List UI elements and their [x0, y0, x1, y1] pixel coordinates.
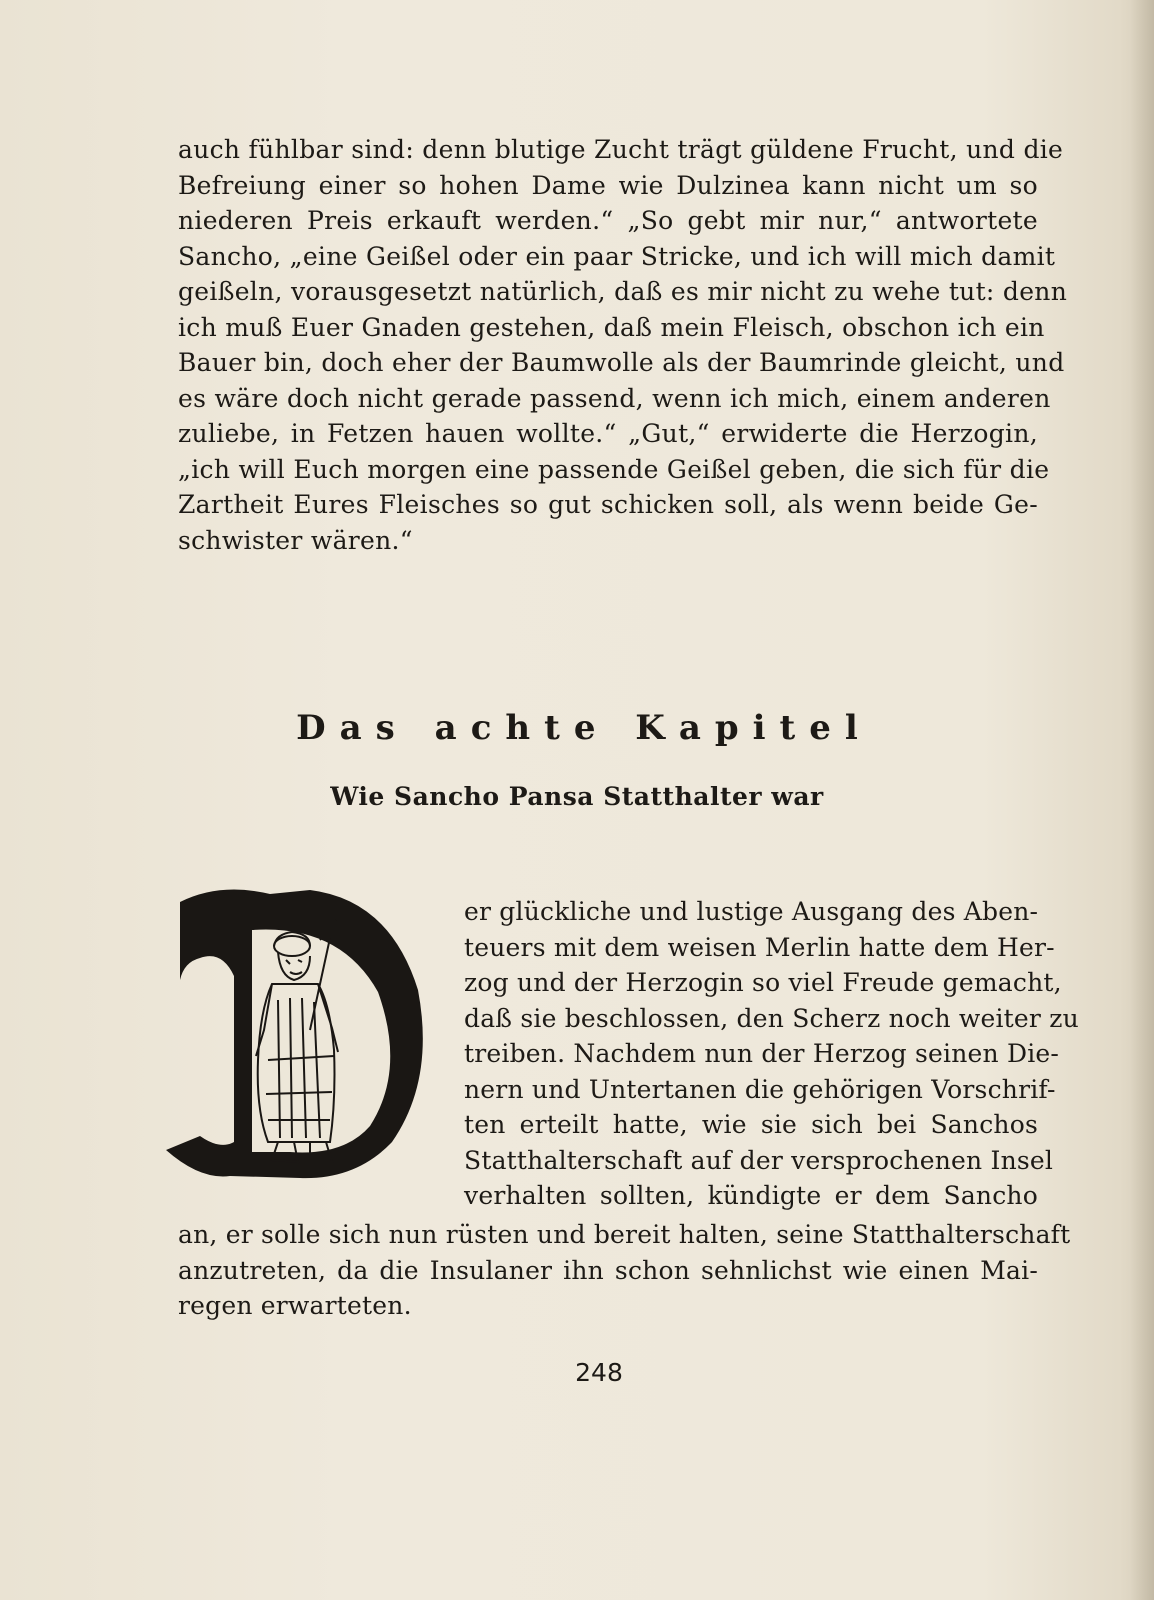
text-line: ich muß Euer Gnaden gestehen, daß mein Fleisch, obschon ich ein — [178, 312, 1045, 342]
page-number: 248 — [575, 1358, 623, 1387]
chapter-title: Das achte Kapitel — [296, 708, 872, 748]
text-line: ten erteilt hatte, wie sie sich bei Sanchos — [464, 1110, 1038, 1139]
text-line: verhalten sollten, kündigte er dem Sancho — [464, 1181, 1038, 1210]
text-line: Sancho, „eine Geißel oder ein paar Stricke, und ich will mich damit — [178, 241, 1056, 271]
text-line: teuers mit dem weisen Merlin hatte dem Her- — [464, 932, 1055, 962]
text-line: Bauer bin, doch eher der Baumwolle als der Baumrinde gleicht, und — [178, 348, 1065, 377]
text-line: es wäre doch nicht gerade passend, wenn ich mich, einem anderen — [178, 383, 1051, 413]
text-line: auch fühlbar sind: denn blutige Zucht trägt güldene Frucht, und die — [178, 135, 1064, 164]
chapter-paragraph-beside-initial — [464, 894, 1079, 1214]
text-line: zog und der Herzogin so viel Freude gemacht, — [464, 968, 1062, 997]
text-line: daß sie beschlossen, den Scherz noch weiter zu — [464, 1003, 1079, 1033]
text-line: schwister wären.“ — [178, 525, 413, 555]
text-line: niederen Preis erkauft werden.“ „So gebt mir nur,“ antwortete — [178, 206, 1038, 235]
opening-paragraph — [178, 132, 1068, 558]
text-line: „ich will Euch morgen eine passende Geißel geben, die sich für die — [178, 454, 1050, 484]
text-line: Zartheit Eures Fleisches so gut schicken soll, als wenn beide Ge- — [178, 490, 1038, 519]
decorated-initial-d-illustration — [160, 880, 432, 1185]
text-line: Statthalterschaft auf der versprochenen Insel — [464, 1145, 1054, 1175]
text-line: treiben. Nachdem nun der Herzog seinen Die- — [464, 1039, 1060, 1068]
chapter-paragraph-full-width — [178, 1217, 1071, 1324]
text-line: Befreiung einer so hohen Dame wie Dulzinea kann nicht um so — [178, 170, 1038, 200]
text-line: er glückliche und lustige Ausgang des Aben- — [464, 897, 1039, 926]
text-line: an, er solle sich nun rüsten und bereit halten, seine Statthalterschaft — [178, 1220, 1071, 1249]
text-line: nern und Untertanen die gehörigen Vorschrif- — [464, 1074, 1056, 1104]
text-line: zuliebe, in Fetzen hauen wollte.“ „Gut,“ erwiderte die Herzogin, — [178, 419, 1038, 448]
text-line: anzutreten, da die Insulaner ihn schon sehnlichst wie einen Mai- — [178, 1255, 1038, 1285]
chapter-subtitle: Wie Sancho Pansa Statthalter war — [330, 782, 824, 811]
text-line: geißeln, vorausgesetzt natürlich, daß es mir nicht zu wehe tut: denn — [178, 277, 1068, 306]
text-line: regen erwarteten. — [178, 1291, 412, 1320]
